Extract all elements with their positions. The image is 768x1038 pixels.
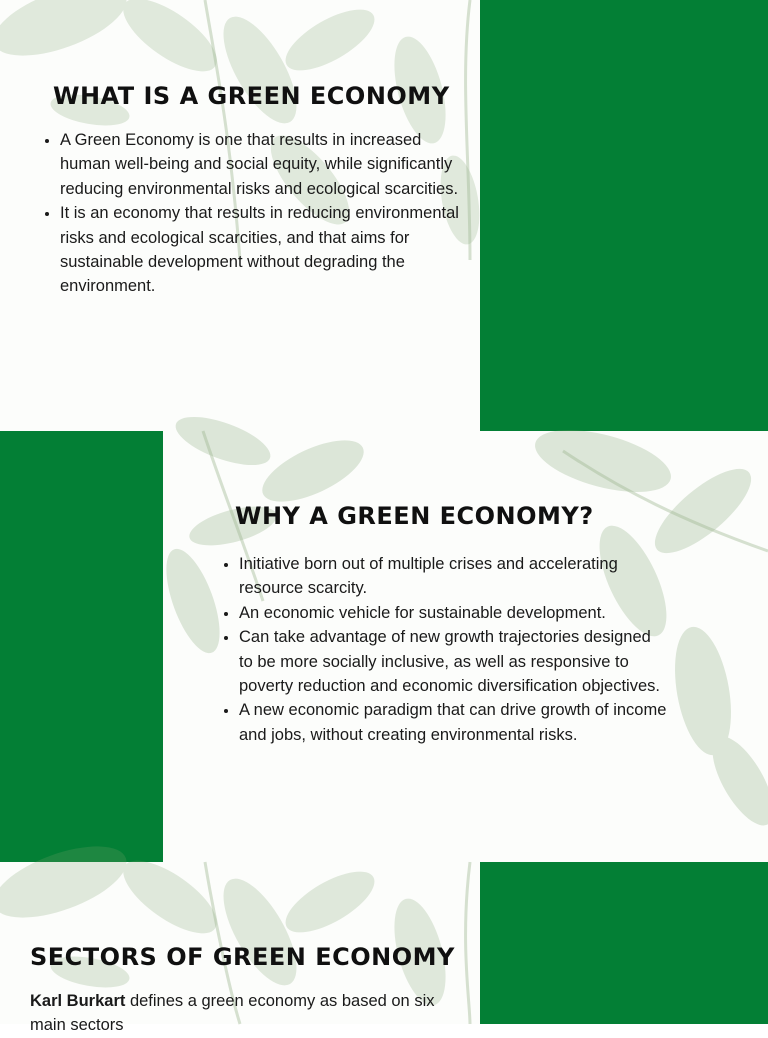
list-item: • A Green Economy is one that results in increased human well-being and social equity, while significantly reducing environmental risks and ecological scarcities.	[60, 128, 465, 201]
slide-sectors-green-economy	[0, 862, 768, 1035]
list-item: • It is an economy that results in reducing environmental risks and ecological scarcities, and that aims for sustainable development without degrading the environment.	[60, 201, 465, 299]
intro-text: defines a green economy as based on six main sectors	[30, 992, 435, 1035]
green-accent-block	[0, 431, 163, 862]
slide-why-green-economy	[0, 431, 768, 862]
section-heading: SECTORS OF GREEN ECONOMY	[30, 943, 455, 971]
list-item: • An economic vehicle for sustainable development.	[239, 601, 667, 625]
list-item: • Can take advantage of new growth trajectories designed to be more socially inclusive, as well as responsive to poverty reduction and economic diversification objectives.	[239, 625, 667, 698]
section-heading: WHY A GREEN ECONOMY?	[235, 502, 594, 530]
slide-what-is-green-economy	[0, 0, 768, 431]
section-heading: WHAT IS A GREEN ECONOMY	[53, 82, 450, 110]
bullet-list	[46, 128, 465, 299]
green-accent-block	[480, 862, 768, 1024]
list-item: • A new economic paradigm that can drive growth of income and jobs, without creating environmental risks.	[239, 698, 667, 747]
list-item: • Initiative born out of multiple crises and accelerating resource scarcity.	[239, 552, 667, 601]
intro-paragraph	[30, 989, 455, 1038]
bullet-list	[225, 552, 667, 747]
green-accent-block	[480, 0, 768, 431]
author-name: Karl Burkart	[30, 992, 126, 1010]
